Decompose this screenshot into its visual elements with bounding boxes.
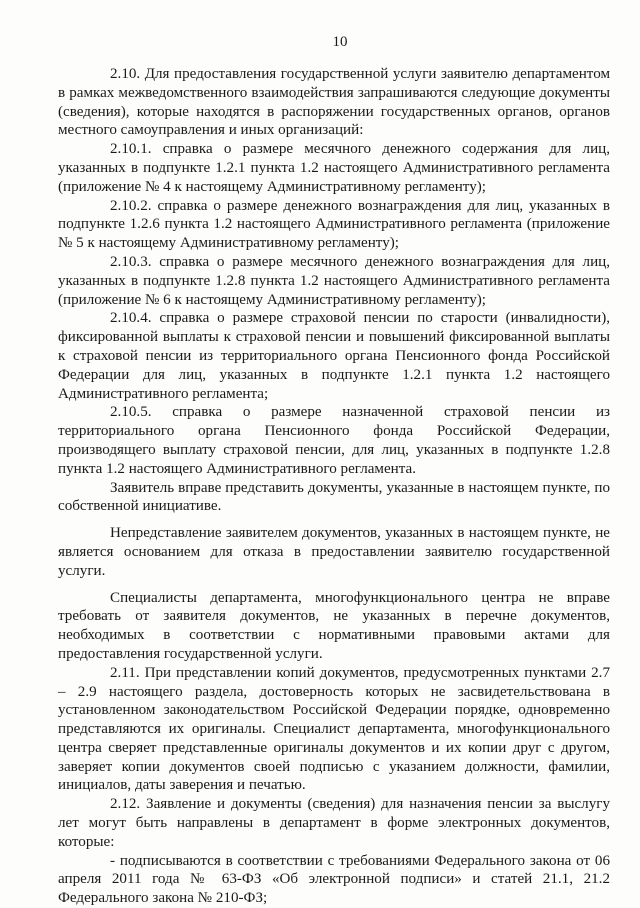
paragraph-2-10-1: 2.10.1. справка о размере месячного денежного содержания для лиц, указанных в подпункте 1.2.1 пункта 1.2 настоящего Административного регламента (приложение № 4 к настоящему Административному регламенту); [58, 141, 610, 195]
paragraph-2-10-3: 2.10.3. справка о размере месячного денежного вознаграждения для лиц, указанных в подпункте 1.2.8 пункта 1.2 настоящего Административного регламента (приложение № 6 к настоящему Административному регламенту); [58, 253, 610, 308]
paragraph-2-10-5: 2.10.5. справка о размере назначенной страховой пенсии из территориального органа Пенсионного фонда Российской Федерации, производящего выплату страховой пенсии, для лиц, указанных в подпункте 1.2.8 пункта 1.2 настоящего Административного регламента. [58, 404, 610, 477]
paragraph-2-10: 2.10. Для предоставления государственной услуги заявителю департаментом в рамках межведомственного взаимодействия запрашиваются следующие документы (сведения), которые находятся в распоряжении государственных органов, органов местного самоуправления и иных организаций: [58, 66, 610, 139]
document-body [58, 65, 610, 908]
paragraph-specialists: Специалисты департамента, многофункционального центра не вправе требовать от заявителя документов, не указанных в перечне документов, необходимых в соответствии с нормативными правовыми актами для предоставления государственной услуги. [58, 589, 610, 662]
paragraph-2-10-4: 2.10.4. справка о размере страховой пенсии по старости (инвалидности), фиксированной выплаты к страховой пенсии и повышений фиксированной выплаты к страховой пенсии из территориального органа Пенсионного фонда Российской Федерации для лиц, указанных в подпункте 1.2.1 пункта 1.2 настоящего Административного регламента; [58, 310, 610, 402]
paragraph-non-submission: Непредставление заявителем документов, указанных в настоящем пункте, не является основанием для отказа в предоставлении заявителю государственной услуги. [58, 525, 610, 579]
paragraph-electronic-signature: - подписываются в соответствии с требованиями Федерального закона от 06 апреля 2011 года № 63-ФЗ «Об электронной подписи» и статей 21.1, 21.2 Федерального закона № 210-ФЗ; [58, 852, 610, 907]
paragraph-2-12: 2.12. Заявление и документы (сведения) для назначения пенсии за выслугу лет могут быть направлены в департамент в форме электронных документов, которые: [58, 796, 610, 850]
paragraph-own-initiative: Заявитель вправе представить документы, указанные в настоящем пункте, по собственной инициативе. [58, 479, 610, 515]
page-number: 10 [332, 34, 348, 50]
paragraph-2-10-2: 2.10.2. справка о размере денежного вознаграждения для лиц, указанных в подпункте 1.2.6 пункта 1.2 настоящего Административного регламента (приложение № 5 к настоящему Административному регламенту); [58, 197, 610, 252]
paragraph-2-11: 2.11. При представлении копий документов, предусмотренных пунктами 2.7 – 2.9 настоящего раздела, достоверность которых не засвидетельствована в установленном законодательством Российской Федерации порядке, одновременно представляются их оригиналы. Специалист департамента, многофункционального центра сверяет представленные оригиналы документов и их копии друг с другом, заверяет копии документов своей подписью с указанием должности, фамилии, инициалов, даты заверения и печатью. [58, 664, 610, 794]
